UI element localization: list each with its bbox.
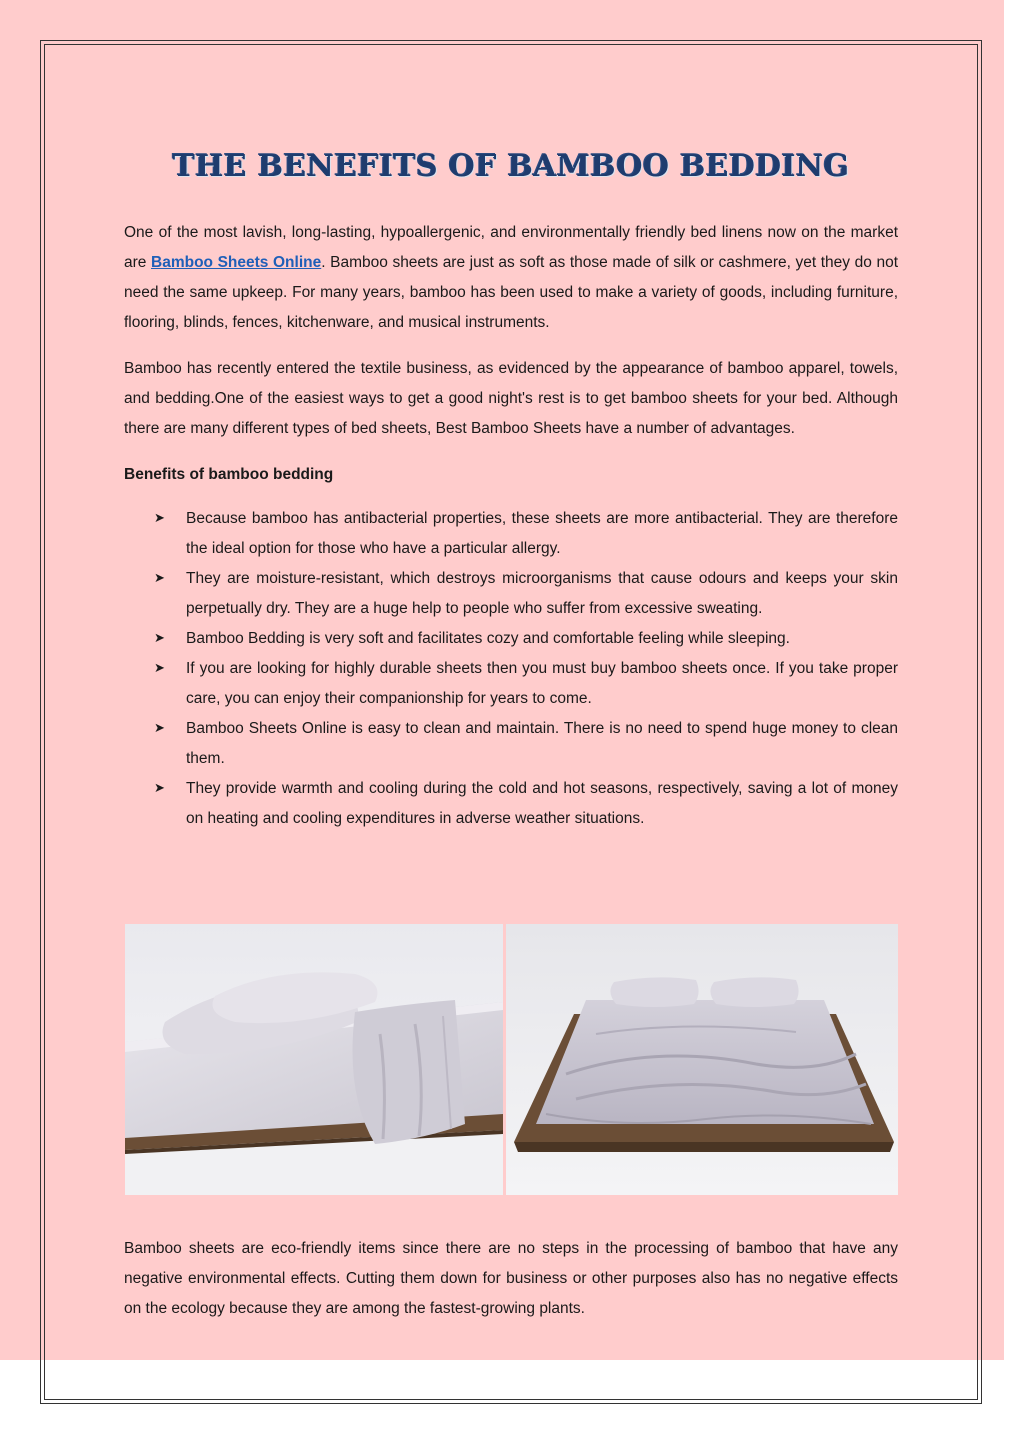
list-item <box>124 714 898 774</box>
bed-side-view-image <box>125 924 503 1195</box>
benefits-list <box>124 504 898 834</box>
list-item <box>124 504 898 564</box>
arrowhead-bullet-icon: ➤ <box>154 511 165 526</box>
list-item-text: Bamboo Bedding is very soft and facilitates cozy and comfortable feeling while sleeping. <box>186 630 790 647</box>
list-item-text: Bamboo Sheets Online is easy to clean and maintain. There is no need to spend huge money to clean them. <box>186 720 898 767</box>
document-title: THE BENEFITS OF BAMBOO BEDDING <box>172 149 850 184</box>
list-item <box>124 564 898 624</box>
intro-text-end: . Bamboo sheets are just as soft as those made of silk or cashmere, yet they do not need the same upkeep. For many years, bamboo has been used to make a variety of goods, including furniture, flooring, blinds, fences, kitchenware, and musical instruments. <box>124 254 899 331</box>
bamboo-sheets-online-link[interactable]: Bamboo Sheets Online <box>151 254 322 271</box>
bedding-photos <box>125 924 898 1195</box>
list-item-text: If you are looking for highly durable sheets then you must buy bamboo sheets once. If you take proper care, you can enjoy their companionship for years to come. <box>186 660 898 707</box>
textile-paragraph: Bamboo has recently entered the textile business, as evidenced by the appearance of bamboo apparel, towels, and bedding.One of the easiest ways to get a good night's rest is to get bamboo sheets for your bed. Although there are many different types of bed sheets, Best Bamboo Sheets have a number of advantages. <box>124 360 898 437</box>
list-item-text: They are moisture-resistant, which destroys microorganisms that cause odours and keeps your skin perpetually dry. They are a huge help to people who suffer from excessive sweating. <box>186 570 898 617</box>
arrowhead-bullet-icon: ➤ <box>154 631 165 646</box>
arrowhead-bullet-icon: ➤ <box>154 571 165 586</box>
list-item <box>124 654 898 714</box>
list-item <box>124 624 898 654</box>
eco-friendly-paragraph: Bamboo sheets are eco-friendly items since there are no steps in the processing of bamboo that have any negative environmental effects. Cutting them down for business or other purposes also has no negative effects on the ecology because they are among the fastest-growing plants. <box>124 1239 898 1317</box>
list-item <box>124 774 898 834</box>
list-item-text: Because bamboo has antibacterial properties, these sheets are more antibacterial. They are therefore the ideal option for those who have a particular allergy. <box>186 510 898 557</box>
bed-front-view-image <box>506 924 898 1195</box>
bed-photo-side-view <box>125 924 503 1195</box>
bed-photo-front-view <box>506 924 898 1195</box>
document-body <box>124 140 898 852</box>
benefits-subheading: Benefits of bamboo bedding <box>124 466 334 483</box>
list-item-text: They provide warmth and cooling during the cold and hot seasons, respectively, saving a lot of money on heating and cooling expenditures in adverse weather situations. <box>186 780 898 827</box>
arrowhead-bullet-icon: ➤ <box>154 661 165 676</box>
arrowhead-bullet-icon: ➤ <box>154 781 165 796</box>
intro-paragraph <box>124 218 898 338</box>
intro-text-start: One of the most lavish, long-lasting, hypoallergenic, and environmentally friendly bed linens now on the market are <box>124 224 898 271</box>
arrowhead-bullet-icon: ➤ <box>154 721 165 736</box>
